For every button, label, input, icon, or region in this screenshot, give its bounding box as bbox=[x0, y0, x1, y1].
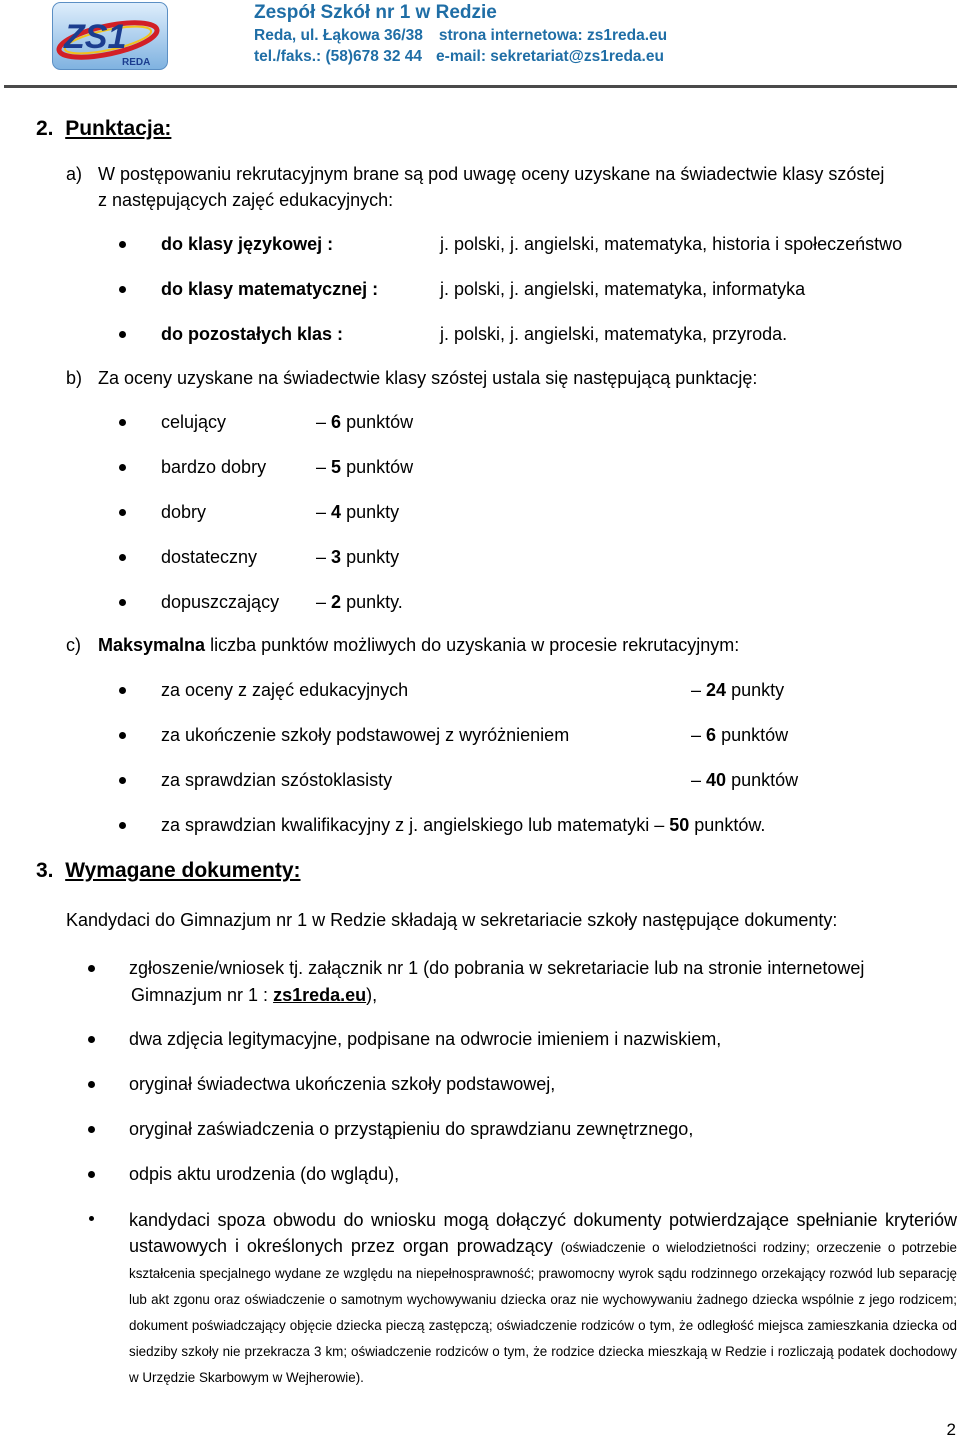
grade-points: – 2 punkty. bbox=[316, 592, 403, 612]
points-source-qualifying: za sprawdzian kwalifikacyjny z j. angielskiego lub matematyki – 50 punktów. bbox=[161, 815, 766, 835]
document-item-optional: kandydaci spoza obwodu do wniosku mogą dołączyć dokumenty potwierdzające spełnianie kryteriów ustawowych i określonych przez organ prowadzący (oświadczenie o wielodzietności rodziny; orzeczenie o potrzebie kształcenia specjalnego wydane ze względu na niepełnosprawność; prawomocny wyrok sądu rodzinnego orzekający rozwód lub separację lub akt zgonu oraz oświadczenie o samotnym wychowywaniu dziecka oraz nie wychowywaniu żadnego dziecka wspólnie z jego rodzicem; dokument poświadczający objęcie dziecka pieczą zastępczą; oświadczenie rodziców o tym, że odległość miejsca zamieszkania dziecka od siedziby szkoły nie przekracza 3 km; oświadczenie rodziców o tym, że rodzice dziecka mieszkają w Redzie i rozliczają podatek dochodowy w Urzędzie Skarbowym w Wejherowie). bbox=[129, 1210, 957, 1385]
bullet bbox=[88, 1126, 95, 1133]
document-item-cont: Gimnazjum nr 1 : zs1reda.eu), bbox=[131, 985, 378, 1005]
bullet bbox=[119, 331, 126, 338]
document-item: odpis aktu urodzenia (do wglądu), bbox=[129, 1164, 400, 1184]
item-b-label: b) bbox=[66, 368, 83, 388]
points-source: za sprawdzian szóstoklasisty bbox=[161, 770, 393, 790]
school-contact-line bbox=[254, 48, 664, 66]
max-points: – 6 punktów bbox=[691, 725, 789, 745]
section-3-intro: Kandydaci do Gimnazjum nr 1 w Redzie składają w sekretariacie szkoły następujące dokumenty: bbox=[66, 910, 838, 930]
website-link[interactable]: zs1reda.eu bbox=[273, 985, 367, 1005]
document-item: dwa zdjęcia legitymacyjne, podpisane na odwrocie imieniem i nazwiskiem, bbox=[129, 1029, 722, 1049]
class-name: do pozostałych klas : bbox=[161, 324, 344, 344]
item-a-intro-line1: W postępowaniu rekrutacyjnym brane są pod uwagę oceny uzyskane na świadectwie klasy szóstej bbox=[98, 164, 885, 184]
class-name: do klasy językowej : bbox=[161, 234, 334, 254]
item-c-intro: Maksymalna liczba punktów możliwych do uzyskania w procesie rekrutacyjnym: bbox=[98, 635, 740, 655]
page-number: 2 bbox=[946, 1420, 956, 1439]
points-source: za ukończenie szkoły podstawowej z wyróżnieniem bbox=[161, 725, 570, 745]
school-address-line bbox=[254, 27, 667, 45]
max-points: – 40 punktów bbox=[691, 770, 799, 790]
item-a-label: a) bbox=[66, 164, 83, 184]
bullet bbox=[88, 965, 95, 972]
item-b-intro: Za oceny uzyskane na świadectwie klasy szóstej ustala się następującą punktację: bbox=[98, 368, 758, 388]
grade-name: celujący bbox=[161, 412, 227, 432]
section-2-heading: 2. Punktacja: bbox=[36, 117, 172, 140]
bullet bbox=[88, 1171, 95, 1178]
section-3-heading: 3. Wymagane dokumenty: bbox=[36, 859, 301, 882]
grade-name: bardzo dobry bbox=[161, 457, 267, 477]
school-logo bbox=[52, 2, 168, 70]
item-a-intro-line2: z następujących zajęć edukacyjnych: bbox=[98, 190, 394, 210]
bullet bbox=[119, 286, 126, 293]
class-subjects: j. polski, j. angielski, matematyka, przyroda. bbox=[440, 324, 788, 344]
bullet bbox=[119, 599, 126, 606]
max-points: – 24 punkty bbox=[691, 680, 785, 700]
svg-text:ZS1: ZS1 bbox=[64, 18, 127, 56]
bullet bbox=[119, 732, 126, 739]
bullet bbox=[119, 822, 126, 829]
grade-points: – 3 punkty bbox=[316, 547, 400, 567]
address: Reda, ul. Łąkowa 36/38 bbox=[254, 27, 423, 44]
bullet bbox=[119, 419, 126, 426]
bullet bbox=[119, 777, 126, 784]
bullet bbox=[89, 1216, 94, 1221]
document-item: oryginał świadectwa ukończenia szkoły podstawowej, bbox=[129, 1074, 556, 1094]
website-label[interactable]: strona internetowa: zs1reda.eu bbox=[438, 27, 668, 44]
bullet bbox=[119, 509, 126, 516]
bullet bbox=[119, 241, 126, 248]
class-subjects: j. polski, j. angielski, matematyka, informatyka bbox=[440, 279, 806, 299]
grade-name: dopuszczający bbox=[161, 592, 280, 612]
item-c-label: c) bbox=[66, 635, 81, 655]
class-subjects: j. polski, j. angielski, matematyka, historia i społeczeństwo bbox=[440, 234, 903, 254]
email[interactable]: e-mail: sekretariat@zs1reda.eu bbox=[436, 48, 664, 65]
grade-points: – 4 punkty bbox=[316, 502, 400, 522]
school-name: Zespół Szkół nr 1 w Redzie bbox=[254, 2, 497, 23]
bullet bbox=[88, 1036, 95, 1043]
grade-points: – 6 punktów bbox=[316, 412, 414, 432]
bullet bbox=[88, 1081, 95, 1088]
grade-name: dobry bbox=[161, 502, 207, 522]
document-item: oryginał zaświadczenia o przystąpieniu do sprawdzianu zewnętrznego, bbox=[129, 1119, 694, 1139]
svg-text:REDA: REDA bbox=[122, 57, 151, 68]
grade-points: – 5 punktów bbox=[316, 457, 414, 477]
class-name: do klasy matematycznej : bbox=[161, 279, 379, 299]
bullet bbox=[119, 554, 126, 561]
grade-name: dostateczny bbox=[161, 547, 258, 567]
phone: tel./faks.: (58)678 32 44 bbox=[254, 48, 423, 65]
header-divider bbox=[4, 85, 957, 88]
document-item: zgłoszenie/wniosek tj. załącznik nr 1 (do pobrania w sekretariacie lub na stronie internetowej bbox=[129, 958, 865, 978]
points-source: za oceny z zajęć edukacyjnych bbox=[161, 680, 409, 700]
bullet bbox=[119, 464, 126, 471]
bullet bbox=[119, 687, 126, 694]
